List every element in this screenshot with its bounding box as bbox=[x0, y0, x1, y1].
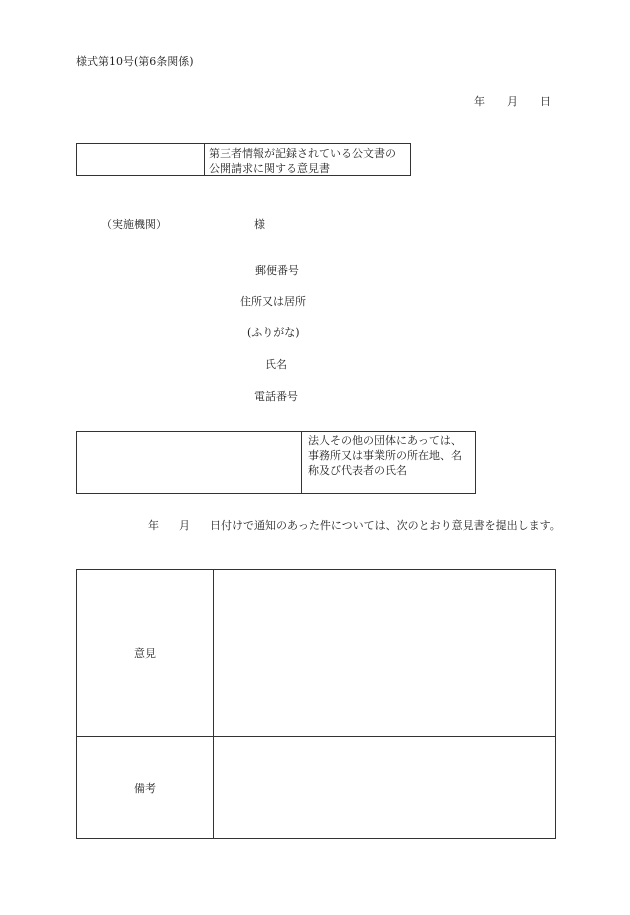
form-number: 様式第10号(第6条関係) bbox=[76, 55, 194, 68]
date-year: 年 bbox=[474, 95, 485, 108]
postal-code-label: 郵便番号 bbox=[255, 264, 299, 277]
opinion-table bbox=[76, 569, 556, 839]
agency-label: （実施機関） bbox=[101, 218, 167, 231]
remarks-label: 備考 bbox=[77, 737, 214, 838]
corporate-box bbox=[76, 431, 476, 494]
date-month: 月 bbox=[507, 95, 518, 108]
opinion-content-cell bbox=[214, 570, 555, 736]
date-line bbox=[474, 93, 551, 109]
remarks-row bbox=[77, 737, 555, 838]
document-title: 第三者情報が記録されている公文書の公開請求に関する意見書 bbox=[209, 147, 396, 175]
address-label: 住所又は居所 bbox=[240, 295, 306, 308]
notice-month: 月 bbox=[179, 519, 190, 532]
corporate-box-blank-cell bbox=[77, 432, 302, 493]
title-box bbox=[76, 143, 411, 176]
name-label: 氏名 bbox=[265, 358, 287, 371]
notice-paragraph bbox=[76, 516, 561, 536]
remarks-content-cell bbox=[214, 737, 555, 838]
phone-label: 電話番号 bbox=[254, 390, 298, 403]
furigana-label: (ふりがな) bbox=[247, 326, 300, 339]
notice-text: 日付けで通知のあった件については、次のとおり意見書を提出します。 bbox=[210, 519, 561, 532]
title-box-blank-cell bbox=[77, 144, 205, 175]
opinion-row bbox=[77, 570, 555, 737]
opinion-label: 意見 bbox=[77, 570, 214, 736]
corporate-note: 法人その他の団体にあっては、事務所又は事業所の所在地、名称及び代表者の氏名 bbox=[308, 434, 462, 477]
honorific-label: 様 bbox=[254, 218, 265, 231]
notice-year: 年 bbox=[148, 519, 159, 532]
date-day: 日 bbox=[540, 95, 551, 108]
